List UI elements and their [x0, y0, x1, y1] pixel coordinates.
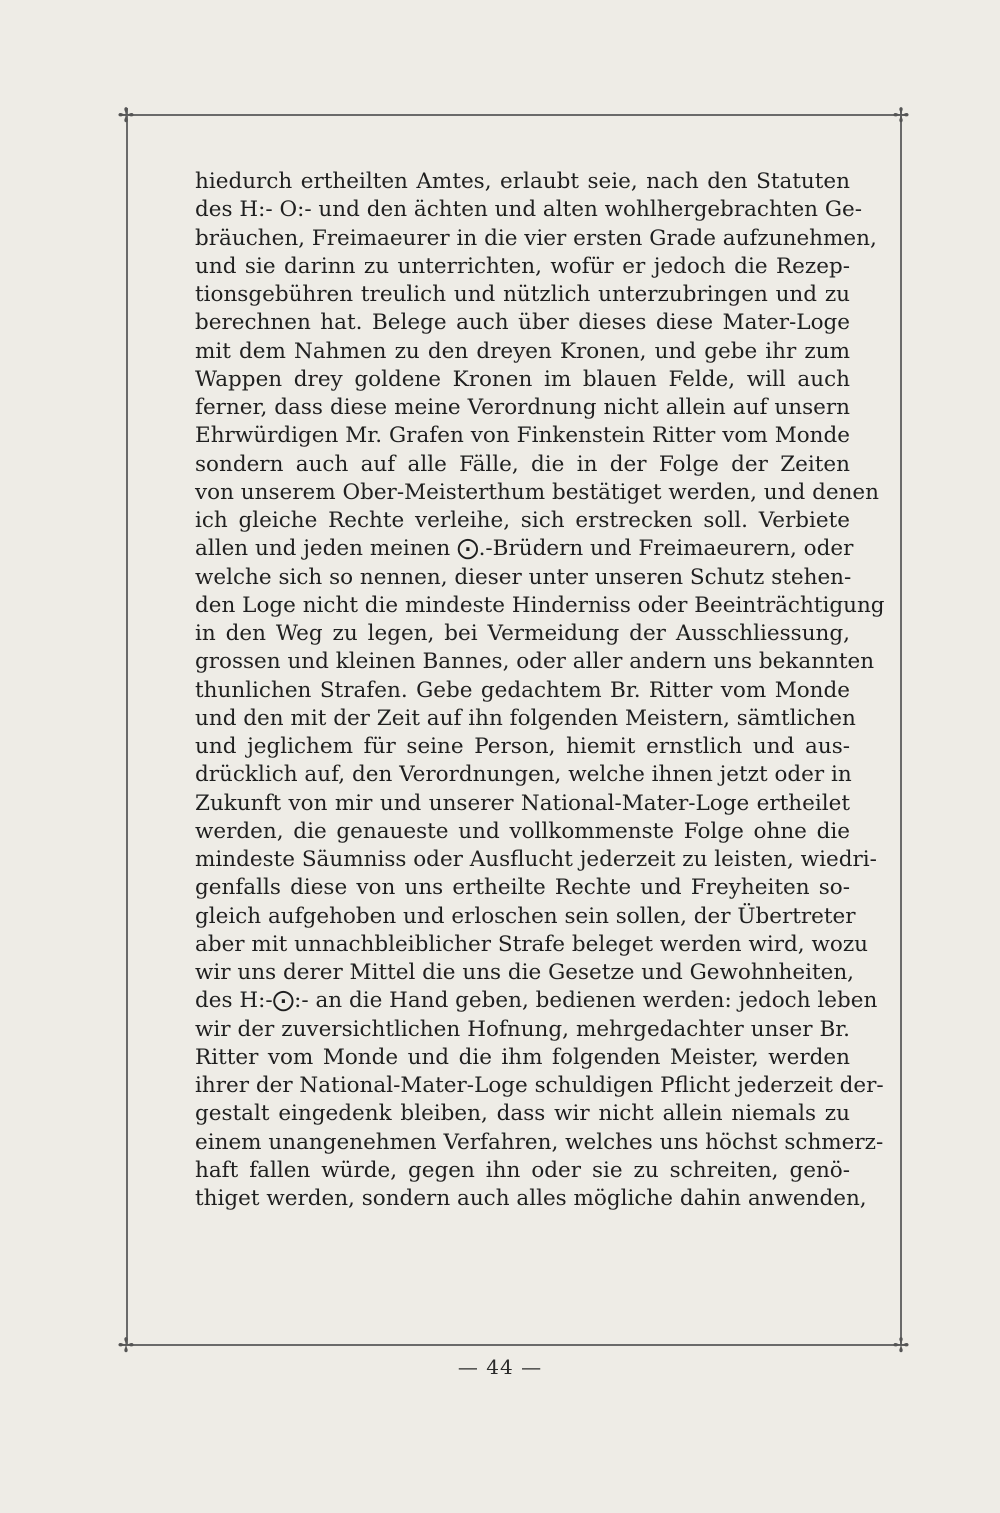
text-line: des H:-⨀:- an die Hand geben, bedienen werden: jedoch leben	[195, 988, 878, 1014]
text-line: ihrer der National-Mater-Loge schuldigen Pflicht jederzeit der-	[195, 1073, 884, 1098]
page-number: — 44 —	[457, 1355, 543, 1379]
text-line: Zukunft von mir und unserer National-Mater-Loge ertheilet	[195, 790, 850, 816]
text-line: werden, die genaueste und vollkommenste Folge ohne die	[195, 818, 850, 844]
text-line: Ehrwürdigen Mr. Grafen von Finkenstein Ritter vom Monde	[195, 423, 850, 449]
text-line: wir uns derer Mittel die uns die Gesetze und Gewohnheiten,	[195, 960, 855, 985]
frame-bottom-rule	[120, 1344, 905, 1346]
text-line: sondern auch auf alle Fälle, die in der Folge der Zeiten	[195, 451, 850, 477]
text-line: tionsgebühren treulich und nützlich unterzubringen und zu	[195, 282, 850, 307]
text-line: Wappen drey goldene Kronen im blauen Felde, will auch	[195, 366, 850, 392]
text-line: von unserem Ober-Meisterthum bestätiget werden, und denen	[195, 479, 880, 505]
text-line: mindeste Säumniss oder Ausflucht jederzeit zu leisten, wiedri-	[195, 847, 877, 872]
frame-right-rule	[900, 108, 902, 1344]
text-line: haft fallen würde, gegen ihn oder sie zu schreiten, genö-	[195, 1157, 850, 1183]
corner-ornament-icon: ✢	[117, 1333, 135, 1357]
frame-left-rule	[126, 108, 128, 1344]
text-line: drücklich auf, den Verordnungen, welche ihnen jetzt oder in	[195, 762, 852, 788]
text-line: und den mit der Zeit auf ihn folgenden Meistern, sämtlichen	[195, 705, 856, 731]
text-line: des H:- O:- und den ächten und alten wohlhergebrachten Ge-	[195, 197, 863, 223]
text-line: einem unangenehmen Verfahren, welches uns höchst schmerz-	[195, 1129, 884, 1155]
text-line: bräuchen, Freimaeurer in die vier ersten Grade aufzunehmen,	[195, 225, 877, 251]
text-line: Ritter vom Monde und die ihm folgenden Meister, werden	[195, 1044, 850, 1070]
text-line: allen und jeden meinen ⨀.-Brüdern und Freimaeurern, oder	[195, 536, 854, 562]
text-line: welche sich so nennen, dieser unter unseren Schutz stehen-	[195, 564, 852, 590]
text-line: genfalls diese von uns ertheilte Rechte und Freyheiten so-	[195, 875, 850, 901]
text-line: gestalt eingedenk bleiben, dass wir nicht allein niemals zu	[195, 1101, 850, 1127]
text-line: wir der zuversichtlichen Hofnung, mehrgedachter unser Br.	[195, 1016, 850, 1042]
text-line: ferner, dass diese meine Verordnung nicht allein auf unsern	[195, 395, 850, 420]
text-line: berechnen hat. Belege auch über dieses diese Mater-Loge	[195, 310, 850, 336]
text-line: und sie darinn zu unterrichten, wofür er jedoch die Rezep-	[195, 253, 850, 279]
text-line: thiget werden, sondern auch alles mögliche dahin anwenden,	[195, 1186, 867, 1211]
text-line: thunlichen Strafen. Gebe gedachtem Br. Ritter vom Monde	[195, 677, 850, 703]
text-line: den Loge nicht die mindeste Hinderniss oder Beeinträchtigung	[195, 592, 885, 618]
frame-top-rule	[120, 114, 905, 116]
text-line: ich gleiche Rechte verleihe, sich erstrecken soll. Verbiete	[195, 508, 850, 533]
text-line: und jeglichem für seine Person, hiemit ernstlich und aus-	[195, 734, 850, 759]
text-line: grossen und kleinen Bannes, oder aller andern uns bekannten	[195, 649, 875, 675]
text-line: gleich aufgehoben und erloschen sein sollen, der Übertreter	[195, 903, 856, 929]
corner-ornament-icon: ✢	[117, 103, 135, 127]
corner-ornament-icon: ✢	[892, 1333, 910, 1357]
text-line: mit dem Nahmen zu den dreyen Kronen, und gebe ihr zum	[195, 338, 850, 364]
body-text	[195, 168, 885, 1213]
text-line: aber mit unnachbleiblicher Strafe beleget werden wird, wozu	[195, 931, 868, 957]
text-line: in den Weg zu legen, bei Vermeidung der Ausschliessung,	[195, 621, 850, 646]
text-line: hiedurch ertheilten Amtes, erlaubt seie, nach den Statuten	[195, 169, 850, 194]
corner-ornament-icon: ✢	[892, 103, 910, 127]
